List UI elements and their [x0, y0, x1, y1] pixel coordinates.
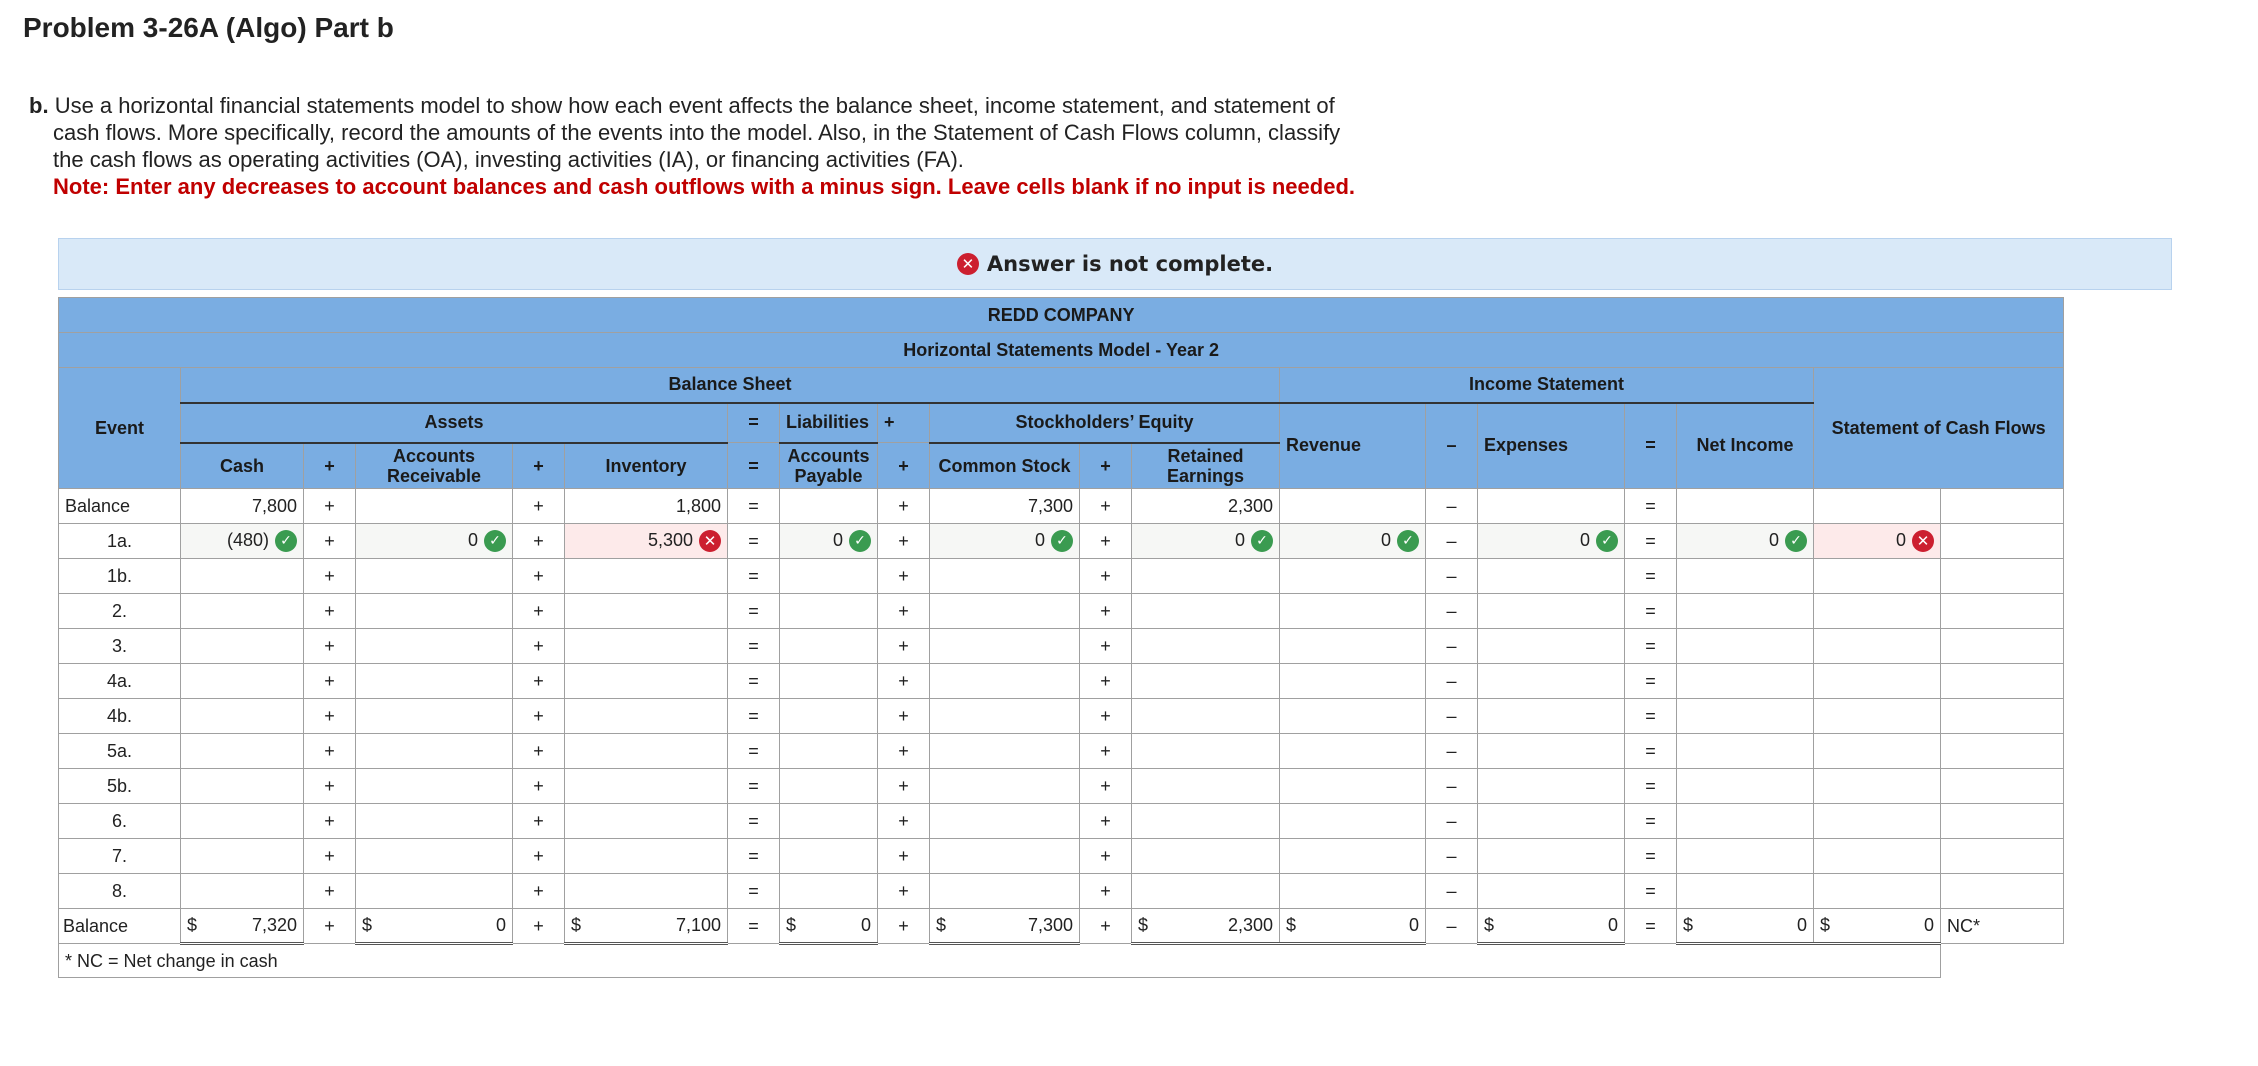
answer-status-banner [58, 238, 2172, 290]
check-icon: ✓ [1397, 530, 1419, 552]
instruction-note: Note: Enter any decreases to account balances and cash outflows with a minus sign. Leave cells blank if no input is needed. [53, 174, 1355, 199]
input-1a-revenue[interactable]: 0 ✓ [1280, 524, 1426, 559]
cash-flows-header: Statement of Cash Flows [1814, 368, 2064, 489]
opening-ap [780, 489, 878, 524]
ending-revenue: $ 0 [1280, 909, 1426, 944]
equals-op-header-is: = [1625, 403, 1677, 489]
equals-op-header: = [728, 403, 780, 443]
event-row: 2. + + = + + – = [59, 594, 2064, 629]
input-1a-expenses[interactable]: 0 ✓ [1478, 524, 1625, 559]
net-income-header: Net Income [1677, 403, 1814, 489]
instruction-line-2: cash flows. More specifically, record the amounts of the events into the model. Also, in the Statement of Cash Flows column, classify [53, 120, 1341, 145]
check-icon: ✓ [849, 530, 871, 552]
cash-header: Cash [181, 443, 304, 489]
net-change-label: NC* [1941, 909, 2064, 944]
check-icon: ✓ [1785, 530, 1807, 552]
accounts-receivable-header: Accounts Receivable [356, 443, 513, 489]
ending-inventory: $ 7,100 [565, 909, 728, 944]
ending-expenses: $ 0 [1478, 909, 1625, 944]
check-icon: ✓ [1596, 530, 1618, 552]
retained-earnings-header: Retained Earnings [1132, 443, 1280, 489]
income-statement-header: Income Statement [1280, 368, 1814, 403]
input-1a-inventory[interactable]: 5,300 ✕ [565, 524, 728, 559]
opening-inventory: 1,800 [565, 489, 728, 524]
ending-cash: $ 7,320 [181, 909, 304, 944]
input-1a-cash-flow-class[interactable] [1941, 524, 2064, 559]
ending-net-income: $ 0 [1677, 909, 1814, 944]
minus-op-header: – [1426, 403, 1478, 489]
input-1a-cash-flow[interactable]: 0 ✕ [1814, 524, 1941, 559]
check-icon: ✓ [1051, 530, 1073, 552]
event-row: 8. + + = + + – = [59, 874, 2064, 909]
event-row: 5a. + + = + + – = [59, 734, 2064, 769]
assets-header: Assets [181, 403, 728, 443]
company-name: REDD COMPANY [59, 298, 2064, 333]
event-row: 6. + + = + + – = [59, 804, 2064, 839]
instruction-line-1: Use a horizontal financial statements model to show how each event affects the balance sheet, income statement, and statement of [54, 93, 1335, 118]
accounts-payable-header: Accounts Payable [780, 443, 878, 489]
event-header: Event [59, 368, 181, 489]
opening-ar [356, 489, 513, 524]
revenue-header: Revenue [1280, 403, 1426, 489]
ending-re: $ 2,300 [1132, 909, 1280, 944]
common-stock-header: Common Stock [930, 443, 1080, 489]
ending-ap: $ 0 [780, 909, 878, 944]
equity-header: Stockholders’ Equity [930, 403, 1280, 443]
check-icon: ✓ [1251, 530, 1273, 552]
event-row: 5b. + + = + + – = [59, 769, 2064, 804]
opening-cs: 7,300 [930, 489, 1080, 524]
inventory-header: Inventory [565, 443, 728, 489]
part-label: b. [29, 93, 49, 118]
footnote: * NC = Net change in cash [59, 944, 1941, 978]
input-1a-cash[interactable]: (480) ✓ [181, 524, 304, 559]
event-row: 7. + + = + + – = [59, 839, 2064, 874]
page-title: Problem 3-26A (Algo) Part b [23, 12, 394, 43]
answer-status-text: Answer is not complete. [986, 252, 1274, 276]
check-icon: ✓ [484, 530, 506, 552]
ending-cs: $ 7,300 [930, 909, 1080, 944]
opening-re: 2,300 [1132, 489, 1280, 524]
table-subtitle: Horizontal Statements Model - Year 2 [59, 333, 2064, 368]
input-1a-re[interactable]: 0 ✓ [1132, 524, 1280, 559]
ending-balance-row: Balance $ 7,320 + $ 0 + $ 7,100 = $ 0 + $ 7,300 + $ 2,300 $ 0 – $ 0 = $ 0 $ 0 NC* [59, 909, 2064, 944]
incorrect-icon: ✕ [1912, 530, 1934, 552]
check-icon: ✓ [275, 530, 297, 552]
input-1a-cs[interactable]: 0 ✓ [930, 524, 1080, 559]
incorrect-icon: ✕ [699, 530, 721, 552]
opening-cash: 7,800 [181, 489, 304, 524]
instructions [29, 92, 1489, 200]
event-row: 4b. + + = + + – = [59, 699, 2064, 734]
plus-op-header: + [878, 403, 930, 443]
event-row-1a: 1a. (480) ✓ + 0 ✓ + 5,300 ✕ = 0 ✓ + 0 ✓ + 0 ✓ 0 ✓ – 0 ✓ = 0 ✓ 0 ✕ [59, 524, 2064, 559]
horizontal-statements-table: REDD COMPANY Horizontal Statements Model - Year 2 Event Balance Sheet Income Statement Statement of Cash Flows Assets = Liabilities + Stockholders’ Equity Revenue – Expenses = Net Income Cash + Accounts Receivable + Inventory = Accounts Payable + Common Stock + Retained Earnings Balance 7,800 + + 1,800 = + 7,300 + 2,300 – = 1a. (480) ✓ + 0 ✓ + 5,300 ✕ = 0 ✓ + 0 ✓ + 0 ✓ 0 ✓ – 0 ✓ = 0 ✓ 0 ✕ 1b. + + = + + – = 2. + + = + + – = 3. + + = + + – = 4a. + + = + + – = 4b. + + = + + – = 5a. + + = + + – = 5b. + + = + + – = 6. + + = + + – = 7. + + = + + – = 8. + + = + + – = Balance $ 7,320 + $ 0 + $ 7,100 = $ 0 + $ 7,300 + $ 2,300 $ 0 – $ 0 = $ 0 $ 0 NC* * NC = Net change in cash [58, 297, 2064, 978]
input-1a-ap[interactable]: 0 ✓ [780, 524, 878, 559]
expenses-header: Expenses [1478, 403, 1625, 489]
event-row: 1b. + + = + + – = [59, 559, 2064, 594]
input-1a-ar[interactable]: 0 ✓ [356, 524, 513, 559]
instruction-line-3: the cash flows as operating activities (OA), investing activities (IA), or financing activities (FA). [53, 147, 964, 172]
incorrect-icon: ✕ [957, 253, 979, 275]
opening-balance-row: Balance 7,800 + + 1,800 = + 7,300 + 2,300 – = [59, 489, 2064, 524]
ending-cash-flow: $ 0 [1814, 909, 1941, 944]
liabilities-header: Liabilities [780, 403, 878, 443]
event-row: 3. + + = + + – = [59, 629, 2064, 664]
balance-sheet-header: Balance Sheet [181, 368, 1280, 403]
event-row: 4a. + + = + + – = [59, 664, 2064, 699]
input-1a-net-income[interactable]: 0 ✓ [1677, 524, 1814, 559]
ending-ar: $ 0 [356, 909, 513, 944]
